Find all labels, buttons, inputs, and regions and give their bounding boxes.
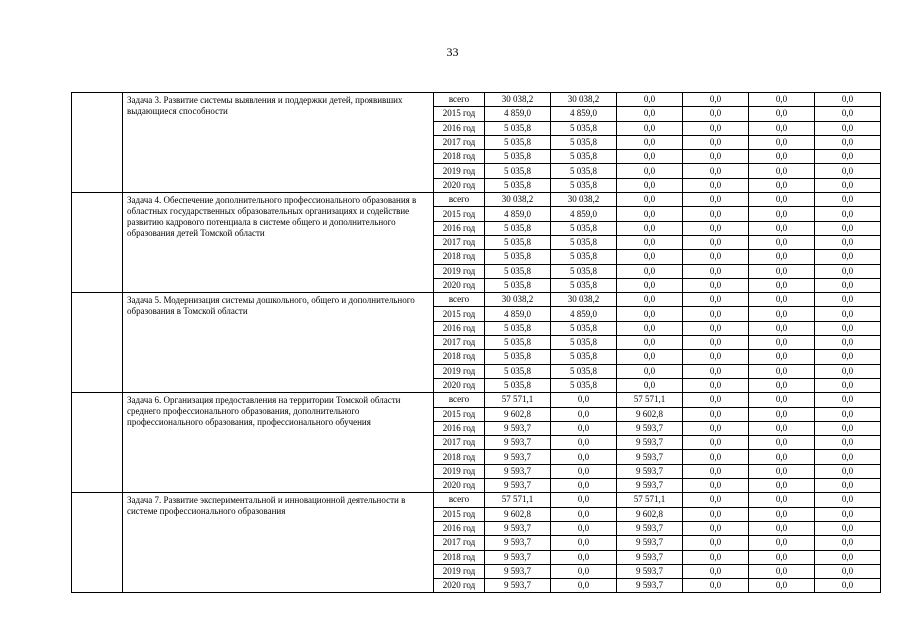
- value-cell: 0,0: [683, 407, 749, 421]
- value-cell: 0,0: [617, 293, 683, 307]
- value-cell: 0,0: [617, 121, 683, 135]
- value-cell: 5 035,8: [485, 336, 551, 350]
- value-cell: 0,0: [683, 93, 749, 107]
- value-cell: 0,0: [815, 450, 881, 464]
- year-cell: всего: [434, 93, 485, 107]
- year-cell: 2019 год: [434, 264, 485, 278]
- value-cell: 30 038,2: [551, 93, 617, 107]
- value-cell: 0,0: [815, 350, 881, 364]
- value-cell: 0,0: [683, 436, 749, 450]
- value-cell: 0,0: [683, 579, 749, 593]
- value-cell: 0,0: [749, 278, 815, 292]
- value-cell: 0,0: [683, 364, 749, 378]
- value-cell: 0,0: [749, 307, 815, 321]
- value-cell: 5 035,8: [551, 321, 617, 335]
- value-cell: 0,0: [617, 93, 683, 107]
- value-cell: 0,0: [749, 436, 815, 450]
- task-title: Задача 3. Развитие системы выявления и поддержки детей, проявивших выдающиеся способности: [123, 93, 434, 193]
- value-cell: 30 038,2: [485, 293, 551, 307]
- value-cell: 5 035,8: [551, 264, 617, 278]
- value-cell: 9 602,8: [617, 507, 683, 521]
- value-cell: 0,0: [815, 378, 881, 392]
- year-cell: 2019 год: [434, 564, 485, 578]
- value-cell: 0,0: [815, 278, 881, 292]
- value-cell: 5 035,8: [485, 278, 551, 292]
- value-cell: 30 038,2: [485, 93, 551, 107]
- value-cell: 0,0: [749, 235, 815, 249]
- task-title: Задача 6. Организация предоставления на территории Томской области среднего профессионального образования, дополнительного профессионального образования, профессионального обучения: [123, 393, 434, 493]
- value-cell: 0,0: [683, 235, 749, 249]
- value-cell: 0,0: [617, 364, 683, 378]
- value-cell: 0,0: [551, 393, 617, 407]
- table-row: [72, 193, 881, 207]
- value-cell: 9 593,7: [617, 521, 683, 535]
- budget-table: [71, 92, 881, 593]
- value-cell: 0,0: [617, 278, 683, 292]
- value-cell: 5 035,8: [485, 121, 551, 135]
- value-cell: 0,0: [617, 350, 683, 364]
- value-cell: 0,0: [749, 507, 815, 521]
- value-cell: 0,0: [815, 407, 881, 421]
- value-cell: 0,0: [815, 579, 881, 593]
- value-cell: 9 593,7: [617, 479, 683, 493]
- value-cell: 0,0: [551, 579, 617, 593]
- value-cell: 0,0: [815, 264, 881, 278]
- value-cell: 0,0: [617, 321, 683, 335]
- value-cell: 0,0: [683, 393, 749, 407]
- value-cell: 57 571,1: [617, 393, 683, 407]
- value-cell: 0,0: [815, 150, 881, 164]
- year-cell: 2015 год: [434, 507, 485, 521]
- value-cell: 0,0: [815, 364, 881, 378]
- value-cell: 57 571,1: [617, 493, 683, 507]
- value-cell: 9 593,7: [617, 450, 683, 464]
- value-cell: 0,0: [683, 107, 749, 121]
- value-cell: 0,0: [683, 507, 749, 521]
- year-cell: 2020 год: [434, 278, 485, 292]
- value-cell: 0,0: [551, 507, 617, 521]
- value-cell: 0,0: [815, 235, 881, 249]
- value-cell: 9 593,7: [485, 479, 551, 493]
- value-cell: 0,0: [617, 221, 683, 235]
- year-cell: всего: [434, 193, 485, 207]
- value-cell: 9 593,7: [617, 464, 683, 478]
- value-cell: 0,0: [749, 321, 815, 335]
- value-cell: 0,0: [749, 521, 815, 535]
- value-cell: 0,0: [749, 93, 815, 107]
- value-cell: 0,0: [617, 378, 683, 392]
- value-cell: 5 035,8: [485, 135, 551, 149]
- value-cell: 0,0: [815, 436, 881, 450]
- value-cell: 30 038,2: [551, 193, 617, 207]
- value-cell: 9 593,7: [617, 550, 683, 564]
- year-cell: 2015 год: [434, 107, 485, 121]
- value-cell: 9 602,8: [485, 407, 551, 421]
- value-cell: 0,0: [683, 564, 749, 578]
- value-cell: 9 593,7: [617, 564, 683, 578]
- value-cell: 5 035,8: [551, 350, 617, 364]
- value-cell: 0,0: [749, 450, 815, 464]
- value-cell: 9 593,7: [485, 564, 551, 578]
- value-cell: 0,0: [683, 221, 749, 235]
- year-cell: 2016 год: [434, 121, 485, 135]
- value-cell: 0,0: [815, 564, 881, 578]
- value-cell: 0,0: [551, 450, 617, 464]
- value-cell: 9 593,7: [485, 550, 551, 564]
- value-cell: 0,0: [815, 336, 881, 350]
- value-cell: 0,0: [617, 307, 683, 321]
- year-cell: 2015 год: [434, 207, 485, 221]
- value-cell: 0,0: [749, 193, 815, 207]
- value-cell: 5 035,8: [485, 250, 551, 264]
- blank-cell: [72, 193, 123, 293]
- year-cell: 2020 год: [434, 579, 485, 593]
- value-cell: 4 859,0: [551, 307, 617, 321]
- value-cell: 0,0: [683, 550, 749, 564]
- value-cell: 4 859,0: [551, 207, 617, 221]
- value-cell: 0,0: [749, 393, 815, 407]
- value-cell: 0,0: [551, 536, 617, 550]
- table-row: [72, 393, 881, 407]
- value-cell: 0,0: [749, 536, 815, 550]
- year-cell: 2015 год: [434, 307, 485, 321]
- page-number: 33: [446, 45, 459, 59]
- value-cell: 5 035,8: [551, 150, 617, 164]
- value-cell: 5 035,8: [485, 178, 551, 192]
- value-cell: 0,0: [749, 407, 815, 421]
- value-cell: 0,0: [749, 479, 815, 493]
- value-cell: 0,0: [815, 207, 881, 221]
- value-cell: 0,0: [815, 393, 881, 407]
- value-cell: 0,0: [683, 135, 749, 149]
- year-cell: 2017 год: [434, 135, 485, 149]
- value-cell: 9 593,7: [485, 421, 551, 435]
- budget-table-body: [72, 93, 881, 593]
- table-row: [72, 293, 881, 307]
- value-cell: 30 038,2: [485, 193, 551, 207]
- value-cell: 4 859,0: [485, 307, 551, 321]
- table-row: [72, 493, 881, 507]
- value-cell: 0,0: [749, 550, 815, 564]
- value-cell: 0,0: [749, 164, 815, 178]
- year-cell: всего: [434, 493, 485, 507]
- value-cell: 0,0: [683, 278, 749, 292]
- value-cell: 0,0: [683, 336, 749, 350]
- year-cell: 2020 год: [434, 178, 485, 192]
- value-cell: 0,0: [551, 550, 617, 564]
- value-cell: 0,0: [815, 536, 881, 550]
- value-cell: 0,0: [683, 150, 749, 164]
- value-cell: 5 035,8: [551, 378, 617, 392]
- value-cell: 0,0: [683, 178, 749, 192]
- value-cell: 5 035,8: [485, 164, 551, 178]
- value-cell: 5 035,8: [551, 221, 617, 235]
- year-cell: всего: [434, 393, 485, 407]
- value-cell: 0,0: [683, 521, 749, 535]
- value-cell: 9 593,7: [617, 436, 683, 450]
- value-cell: 0,0: [683, 307, 749, 321]
- value-cell: 5 035,8: [551, 336, 617, 350]
- value-cell: 0,0: [683, 321, 749, 335]
- value-cell: 0,0: [551, 493, 617, 507]
- value-cell: 0,0: [617, 107, 683, 121]
- value-cell: 0,0: [749, 178, 815, 192]
- value-cell: 0,0: [749, 221, 815, 235]
- value-cell: 0,0: [551, 564, 617, 578]
- value-cell: 5 035,8: [485, 350, 551, 364]
- value-cell: 0,0: [815, 121, 881, 135]
- value-cell: 5 035,8: [485, 378, 551, 392]
- year-cell: 2017 год: [434, 336, 485, 350]
- value-cell: 0,0: [749, 135, 815, 149]
- value-cell: 0,0: [683, 350, 749, 364]
- value-cell: 0,0: [749, 378, 815, 392]
- year-cell: 2019 год: [434, 364, 485, 378]
- value-cell: 0,0: [683, 293, 749, 307]
- value-cell: 9 593,7: [485, 464, 551, 478]
- year-cell: 2020 год: [434, 378, 485, 392]
- value-cell: 9 593,7: [485, 521, 551, 535]
- value-cell: 0,0: [749, 336, 815, 350]
- value-cell: 0,0: [815, 507, 881, 521]
- value-cell: 57 571,1: [485, 393, 551, 407]
- blank-cell: [72, 293, 123, 393]
- value-cell: 0,0: [815, 178, 881, 192]
- value-cell: 0,0: [815, 479, 881, 493]
- value-cell: 9 593,7: [485, 579, 551, 593]
- value-cell: 9 602,8: [617, 407, 683, 421]
- value-cell: 0,0: [551, 436, 617, 450]
- value-cell: 0,0: [683, 479, 749, 493]
- value-cell: 5 035,8: [485, 235, 551, 249]
- value-cell: 0,0: [617, 250, 683, 264]
- value-cell: 0,0: [815, 250, 881, 264]
- value-cell: 5 035,8: [551, 364, 617, 378]
- value-cell: 0,0: [683, 121, 749, 135]
- year-cell: 2017 год: [434, 235, 485, 249]
- value-cell: 5 035,8: [551, 135, 617, 149]
- value-cell: 5 035,8: [551, 235, 617, 249]
- task-title: Задача 7. Развитие экспериментальной и инновационной деятельности в системе профессионального образования: [123, 493, 434, 593]
- value-cell: 0,0: [617, 178, 683, 192]
- value-cell: 0,0: [551, 479, 617, 493]
- value-cell: 9 593,7: [485, 436, 551, 450]
- value-cell: 0,0: [749, 121, 815, 135]
- year-cell: 2020 год: [434, 479, 485, 493]
- value-cell: 4 859,0: [551, 107, 617, 121]
- value-cell: 0,0: [683, 421, 749, 435]
- value-cell: 0,0: [815, 164, 881, 178]
- value-cell: 0,0: [815, 550, 881, 564]
- value-cell: 0,0: [683, 193, 749, 207]
- value-cell: 0,0: [683, 207, 749, 221]
- value-cell: 0,0: [617, 264, 683, 278]
- value-cell: 5 035,8: [485, 221, 551, 235]
- year-cell: 2018 год: [434, 450, 485, 464]
- value-cell: 0,0: [815, 521, 881, 535]
- value-cell: 9 593,7: [485, 536, 551, 550]
- value-cell: 5 035,8: [551, 178, 617, 192]
- value-cell: 0,0: [815, 193, 881, 207]
- blank-cell: [72, 393, 123, 493]
- value-cell: 9 593,7: [617, 536, 683, 550]
- year-cell: 2016 год: [434, 421, 485, 435]
- value-cell: 5 035,8: [551, 250, 617, 264]
- value-cell: 0,0: [815, 107, 881, 121]
- value-cell: 0,0: [617, 235, 683, 249]
- value-cell: 0,0: [815, 464, 881, 478]
- task-title: Задача 4. Обеспечение дополнительного профессионального образования в областных государственных образовательных организациях и содействие развитию кадрового потенциала в системе общего и дополнительного образования детей Томской области: [123, 193, 434, 293]
- value-cell: 0,0: [683, 450, 749, 464]
- value-cell: 0,0: [815, 135, 881, 149]
- blank-cell: [72, 493, 123, 593]
- value-cell: 0,0: [551, 464, 617, 478]
- value-cell: 5 035,8: [551, 164, 617, 178]
- value-cell: 0,0: [617, 150, 683, 164]
- value-cell: 30 038,2: [551, 293, 617, 307]
- value-cell: 5 035,8: [551, 278, 617, 292]
- value-cell: 0,0: [815, 421, 881, 435]
- value-cell: 0,0: [749, 107, 815, 121]
- year-cell: всего: [434, 293, 485, 307]
- value-cell: 0,0: [683, 464, 749, 478]
- value-cell: 0,0: [815, 321, 881, 335]
- value-cell: 0,0: [749, 293, 815, 307]
- value-cell: 5 035,8: [551, 121, 617, 135]
- year-cell: 2019 год: [434, 464, 485, 478]
- value-cell: 5 035,8: [485, 264, 551, 278]
- value-cell: 0,0: [749, 579, 815, 593]
- value-cell: 0,0: [815, 293, 881, 307]
- value-cell: 0,0: [815, 93, 881, 107]
- value-cell: 0,0: [683, 378, 749, 392]
- value-cell: 0,0: [683, 264, 749, 278]
- blank-cell: [72, 93, 123, 193]
- value-cell: 0,0: [815, 493, 881, 507]
- value-cell: 0,0: [749, 207, 815, 221]
- value-cell: 0,0: [683, 536, 749, 550]
- year-cell: 2018 год: [434, 350, 485, 364]
- value-cell: 4 859,0: [485, 207, 551, 221]
- value-cell: 0,0: [551, 421, 617, 435]
- year-cell: 2018 год: [434, 150, 485, 164]
- value-cell: 0,0: [617, 135, 683, 149]
- value-cell: 0,0: [749, 564, 815, 578]
- value-cell: 0,0: [683, 164, 749, 178]
- year-cell: 2017 год: [434, 436, 485, 450]
- value-cell: 0,0: [749, 264, 815, 278]
- year-cell: 2017 год: [434, 536, 485, 550]
- value-cell: 0,0: [617, 193, 683, 207]
- task-title: Задача 5. Модернизация системы дошкольного, общего и дополнительного образования в Томской области: [123, 293, 434, 393]
- value-cell: 9 593,7: [617, 579, 683, 593]
- year-cell: 2016 год: [434, 321, 485, 335]
- value-cell: 0,0: [749, 493, 815, 507]
- value-cell: 0,0: [815, 221, 881, 235]
- value-cell: 0,0: [683, 250, 749, 264]
- value-cell: 0,0: [683, 493, 749, 507]
- value-cell: 0,0: [749, 421, 815, 435]
- year-cell: 2016 год: [434, 221, 485, 235]
- value-cell: 0,0: [617, 336, 683, 350]
- value-cell: 9 593,7: [485, 450, 551, 464]
- year-cell: 2019 год: [434, 164, 485, 178]
- value-cell: 0,0: [749, 150, 815, 164]
- value-cell: 0,0: [551, 407, 617, 421]
- value-cell: 0,0: [617, 207, 683, 221]
- value-cell: 0,0: [749, 250, 815, 264]
- value-cell: 5 035,8: [485, 364, 551, 378]
- value-cell: 0,0: [749, 350, 815, 364]
- year-cell: 2018 год: [434, 250, 485, 264]
- value-cell: 9 593,7: [617, 421, 683, 435]
- value-cell: 9 602,8: [485, 507, 551, 521]
- year-cell: 2016 год: [434, 521, 485, 535]
- year-cell: 2018 год: [434, 550, 485, 564]
- value-cell: 57 571,1: [485, 493, 551, 507]
- table-row: [72, 93, 881, 107]
- value-cell: 0,0: [815, 307, 881, 321]
- value-cell: 5 035,8: [485, 321, 551, 335]
- value-cell: 0,0: [551, 521, 617, 535]
- value-cell: 5 035,8: [485, 150, 551, 164]
- value-cell: 0,0: [617, 164, 683, 178]
- value-cell: 4 859,0: [485, 107, 551, 121]
- value-cell: 0,0: [749, 464, 815, 478]
- year-cell: 2015 год: [434, 407, 485, 421]
- value-cell: 0,0: [749, 364, 815, 378]
